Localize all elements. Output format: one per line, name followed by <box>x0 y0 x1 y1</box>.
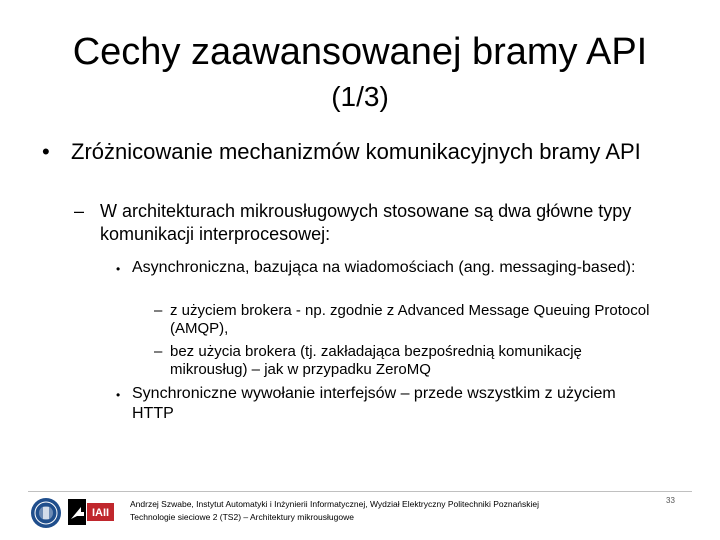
bullet-level4-no-broker <box>154 343 654 379</box>
iaii-logo <box>68 499 114 530</box>
slide-title: Cechy zaawansowanej bramy API <box>72 31 648 73</box>
iaii-logo-text: IAII <box>91 507 110 519</box>
footer-course-line: Technologie sieciowe 2 (TS2) – Architektury mikrousługowe <box>130 512 354 522</box>
footer-divider <box>28 491 692 492</box>
footer-text <box>130 498 539 524</box>
dash-marker: – <box>154 343 163 360</box>
bullet-text: W architekturach mikrousługowych stosowane są dwa główne typy komunikacji interprocesowej: <box>100 201 632 244</box>
dash-marker: – <box>154 302 163 319</box>
bullet-text: Zróżnicowanie mechanizmów komunikacyjnych bramy API <box>71 139 641 164</box>
footer-author-line: Andrzej Szwabe, Instytut Automatyki i Inżynierii Informatycznej, Wydział Elektryczny Politechniki Poznańskiej <box>130 499 540 509</box>
page-number: 33 <box>666 496 675 505</box>
bullet-marker: • <box>116 388 121 402</box>
bullet-text: Synchroniczne wywołanie interfejsów – przede wszystkim z użyciem HTTP <box>132 385 616 422</box>
university-seal-icon <box>30 497 62 534</box>
bullet-marker: • <box>116 262 121 276</box>
bullet-level3-sync <box>116 384 656 424</box>
slide-subtitle: (1/3) <box>331 81 389 112</box>
dash-marker: – <box>74 201 85 221</box>
bullet-level1 <box>42 138 682 166</box>
bullet-text: z użyciem brokera - np. zgodnie z Advanced Message Queuing Protocol (AMQP), <box>170 302 650 337</box>
bullet-level4-broker <box>154 302 654 338</box>
bullet-level3-async <box>116 258 656 278</box>
bullet-text: Asynchroniczna, bazująca na wiadomościach (ang. messaging-based): <box>132 259 636 276</box>
bullet-marker: • <box>42 139 50 164</box>
bullet-text: bez użycia brokera (tj. zakładająca bezpośrednią komunikację mikrousług) – jak w przypadku ZeroMQ <box>170 343 582 378</box>
bullet-level2 <box>74 200 674 246</box>
